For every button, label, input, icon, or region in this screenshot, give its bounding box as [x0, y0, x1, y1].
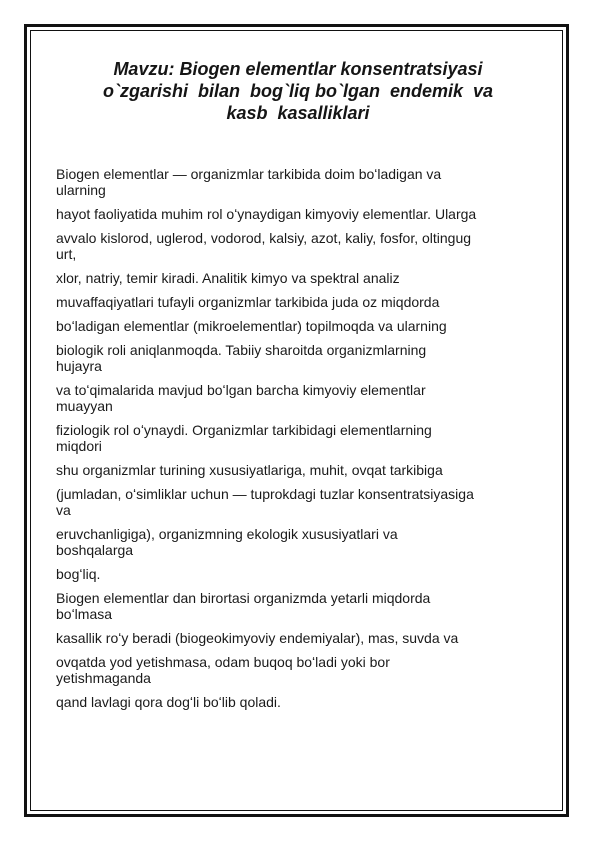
- body-line: hayot faoliyatida muhim rol oʻynaydigan kimyoviy elementlar. Ularga: [56, 206, 477, 222]
- body-line: shu organizmlar turining xususiyatlariga, muhit, ovqat tarkibiga: [56, 462, 443, 478]
- body-line: Biogen elementlar — organizmlar tarkibida doim boʻladigan va ularning: [56, 166, 442, 198]
- body-line: xlor, natriy, temir kiradi. Analitik kimyo va spektral analiz: [56, 270, 400, 286]
- body-line: avvalo kislorod, uglerod, vodorod, kalsiy, azot, kaliy, fosfor, oltingug urt,: [56, 230, 472, 262]
- title-line-2: o`zgarishi bilan bog`liq bo`lgan endemik va: [102, 81, 494, 101]
- document-title: [56, 58, 540, 124]
- body-line: (jumladan, oʻsimliklar uchun — tuprokdagi tuzlar konsentratsiyasiga va: [56, 486, 474, 518]
- body-line: Biogen elementlar dan birortasi organizmda yetarli miqdorda boʻlmasa: [56, 590, 431, 622]
- body-line: va toʻqimalarida mavjud boʻlgan barcha kimyoviy elementlar muayyan: [56, 382, 426, 414]
- title-line-1: Mavzu: Biogen elementlar konsentratsiyasi: [113, 59, 483, 79]
- document-body: [56, 166, 542, 718]
- body-line: ovqatda yod yetishmasa, odam buqoq boʻladi yoki bor yetishmaganda: [56, 654, 390, 686]
- title-line-3: kasb kasalliklari: [226, 103, 370, 123]
- body-line: eruvchanligiga), organizmning ekologik xususiyatlari va boshqalarga: [56, 526, 398, 558]
- body-line: boʻladigan elementlar (mikroelementlar) topilmoqda va ularning: [56, 318, 447, 334]
- body-line: muvaffaqiyatlari tufayli organizmlar tarkibida juda oz miqdorda: [56, 294, 440, 310]
- body-line: kasallik roʻy beradi (biogeokimyoviy endemiyalar), mas, suvda va: [56, 630, 459, 646]
- body-line: biologik roli aniqlanmoqda. Tabiiy sharoitda organizmlarning hujayra: [56, 342, 427, 374]
- body-line: qand lavlagi qora dogʻli boʻlib qoladi.: [56, 694, 281, 710]
- body-line: bogʻliq.: [56, 566, 101, 582]
- body-line: fiziologik rol oʻynaydi. Organizmlar tarkibidagi elementlarning miqdori: [56, 422, 432, 454]
